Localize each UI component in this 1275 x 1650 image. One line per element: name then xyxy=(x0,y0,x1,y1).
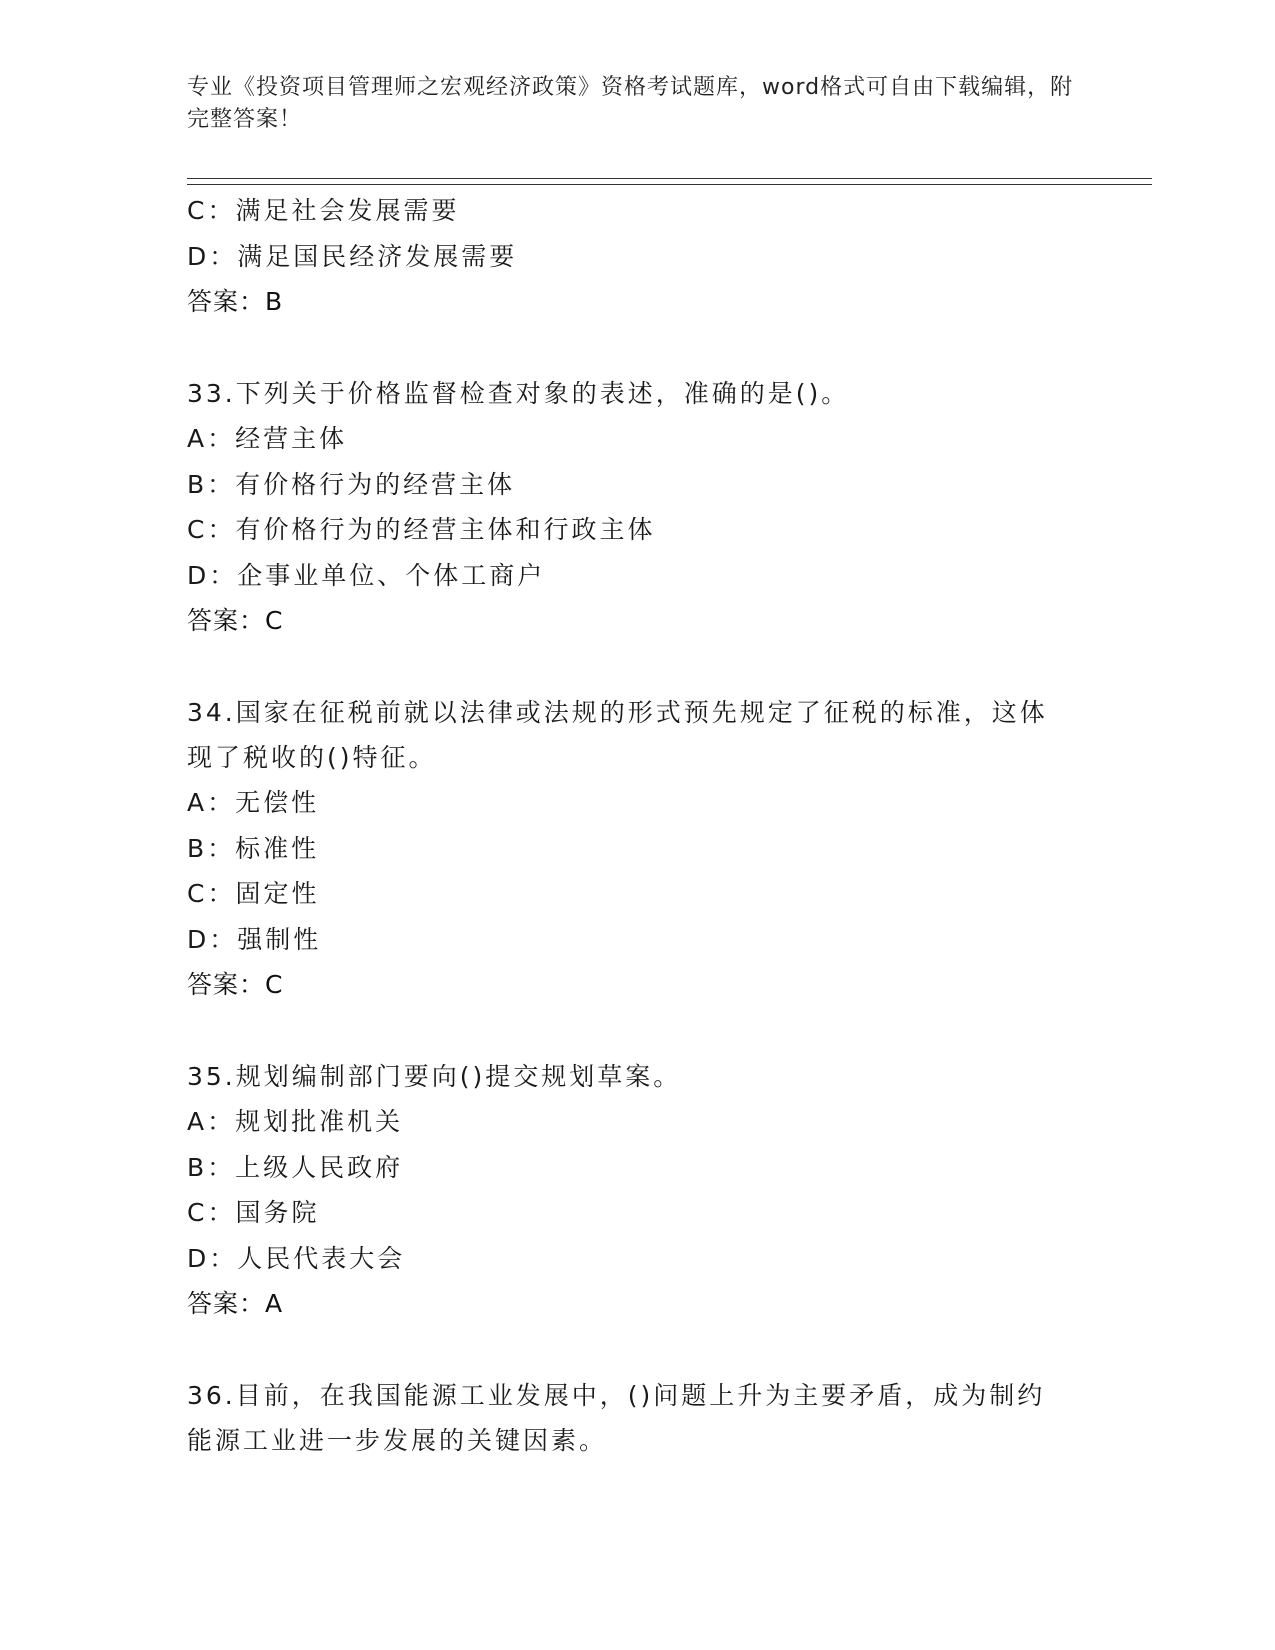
answer-label: 答案：B xyxy=(187,287,284,316)
option-a: A：规划批准机关 xyxy=(187,1107,404,1136)
option-c: C：满足社会发展需要 xyxy=(187,196,460,225)
question-35 xyxy=(187,1054,1087,1327)
question-33 xyxy=(187,371,1087,644)
page-header xyxy=(187,72,1077,136)
header-divider xyxy=(187,178,1152,185)
option-c: C：国务院 xyxy=(187,1198,320,1227)
option-d: D：满足国民经济发展需要 xyxy=(187,241,518,271)
option-b: B：标准性 xyxy=(187,833,320,863)
option-b: B：有价格行为的经营主体 xyxy=(187,469,516,499)
question-title: 36.目前，在我国能源工业发展中，()问题上升为主要矛盾，成为制约能源工业进一步发展的关键因素。 xyxy=(187,1381,1046,1455)
option-c: C：有价格行为的经营主体和行政主体 xyxy=(187,515,656,544)
header-text: 专业《投资项目管理师之宏观经济政策》资格考试题库，word格式可自由下载编辑，附完整答案！ xyxy=(187,75,1074,132)
question-title: 35.规划编制部门要向()提交规划草案。 xyxy=(187,1062,682,1091)
answer-label: 答案：C xyxy=(187,606,284,635)
question-36 xyxy=(187,1373,1087,1463)
option-d: D：人民代表大会 xyxy=(187,1243,406,1273)
question-title: 34.国家在征税前就以法律或法规的形式预先规定了征税的标准，这体现了税收的()特征。 xyxy=(187,698,1048,772)
continued-question xyxy=(187,188,1087,325)
question-34 xyxy=(187,690,1087,1008)
option-d: D：企事业单位、个体工商户 xyxy=(187,560,546,590)
answer-label: 答案：A xyxy=(187,1289,284,1318)
option-b: B：上级人民政府 xyxy=(187,1152,404,1182)
option-d: D：强制性 xyxy=(187,924,322,954)
question-list xyxy=(187,188,1087,1463)
option-a: A：无偿性 xyxy=(187,788,320,817)
question-title: 33.下列关于价格监督检查对象的表述，准确的是()。 xyxy=(187,379,850,408)
option-a: A：经营主体 xyxy=(187,424,348,453)
answer-label: 答案：C xyxy=(187,970,284,999)
option-c: C：固定性 xyxy=(187,879,320,908)
